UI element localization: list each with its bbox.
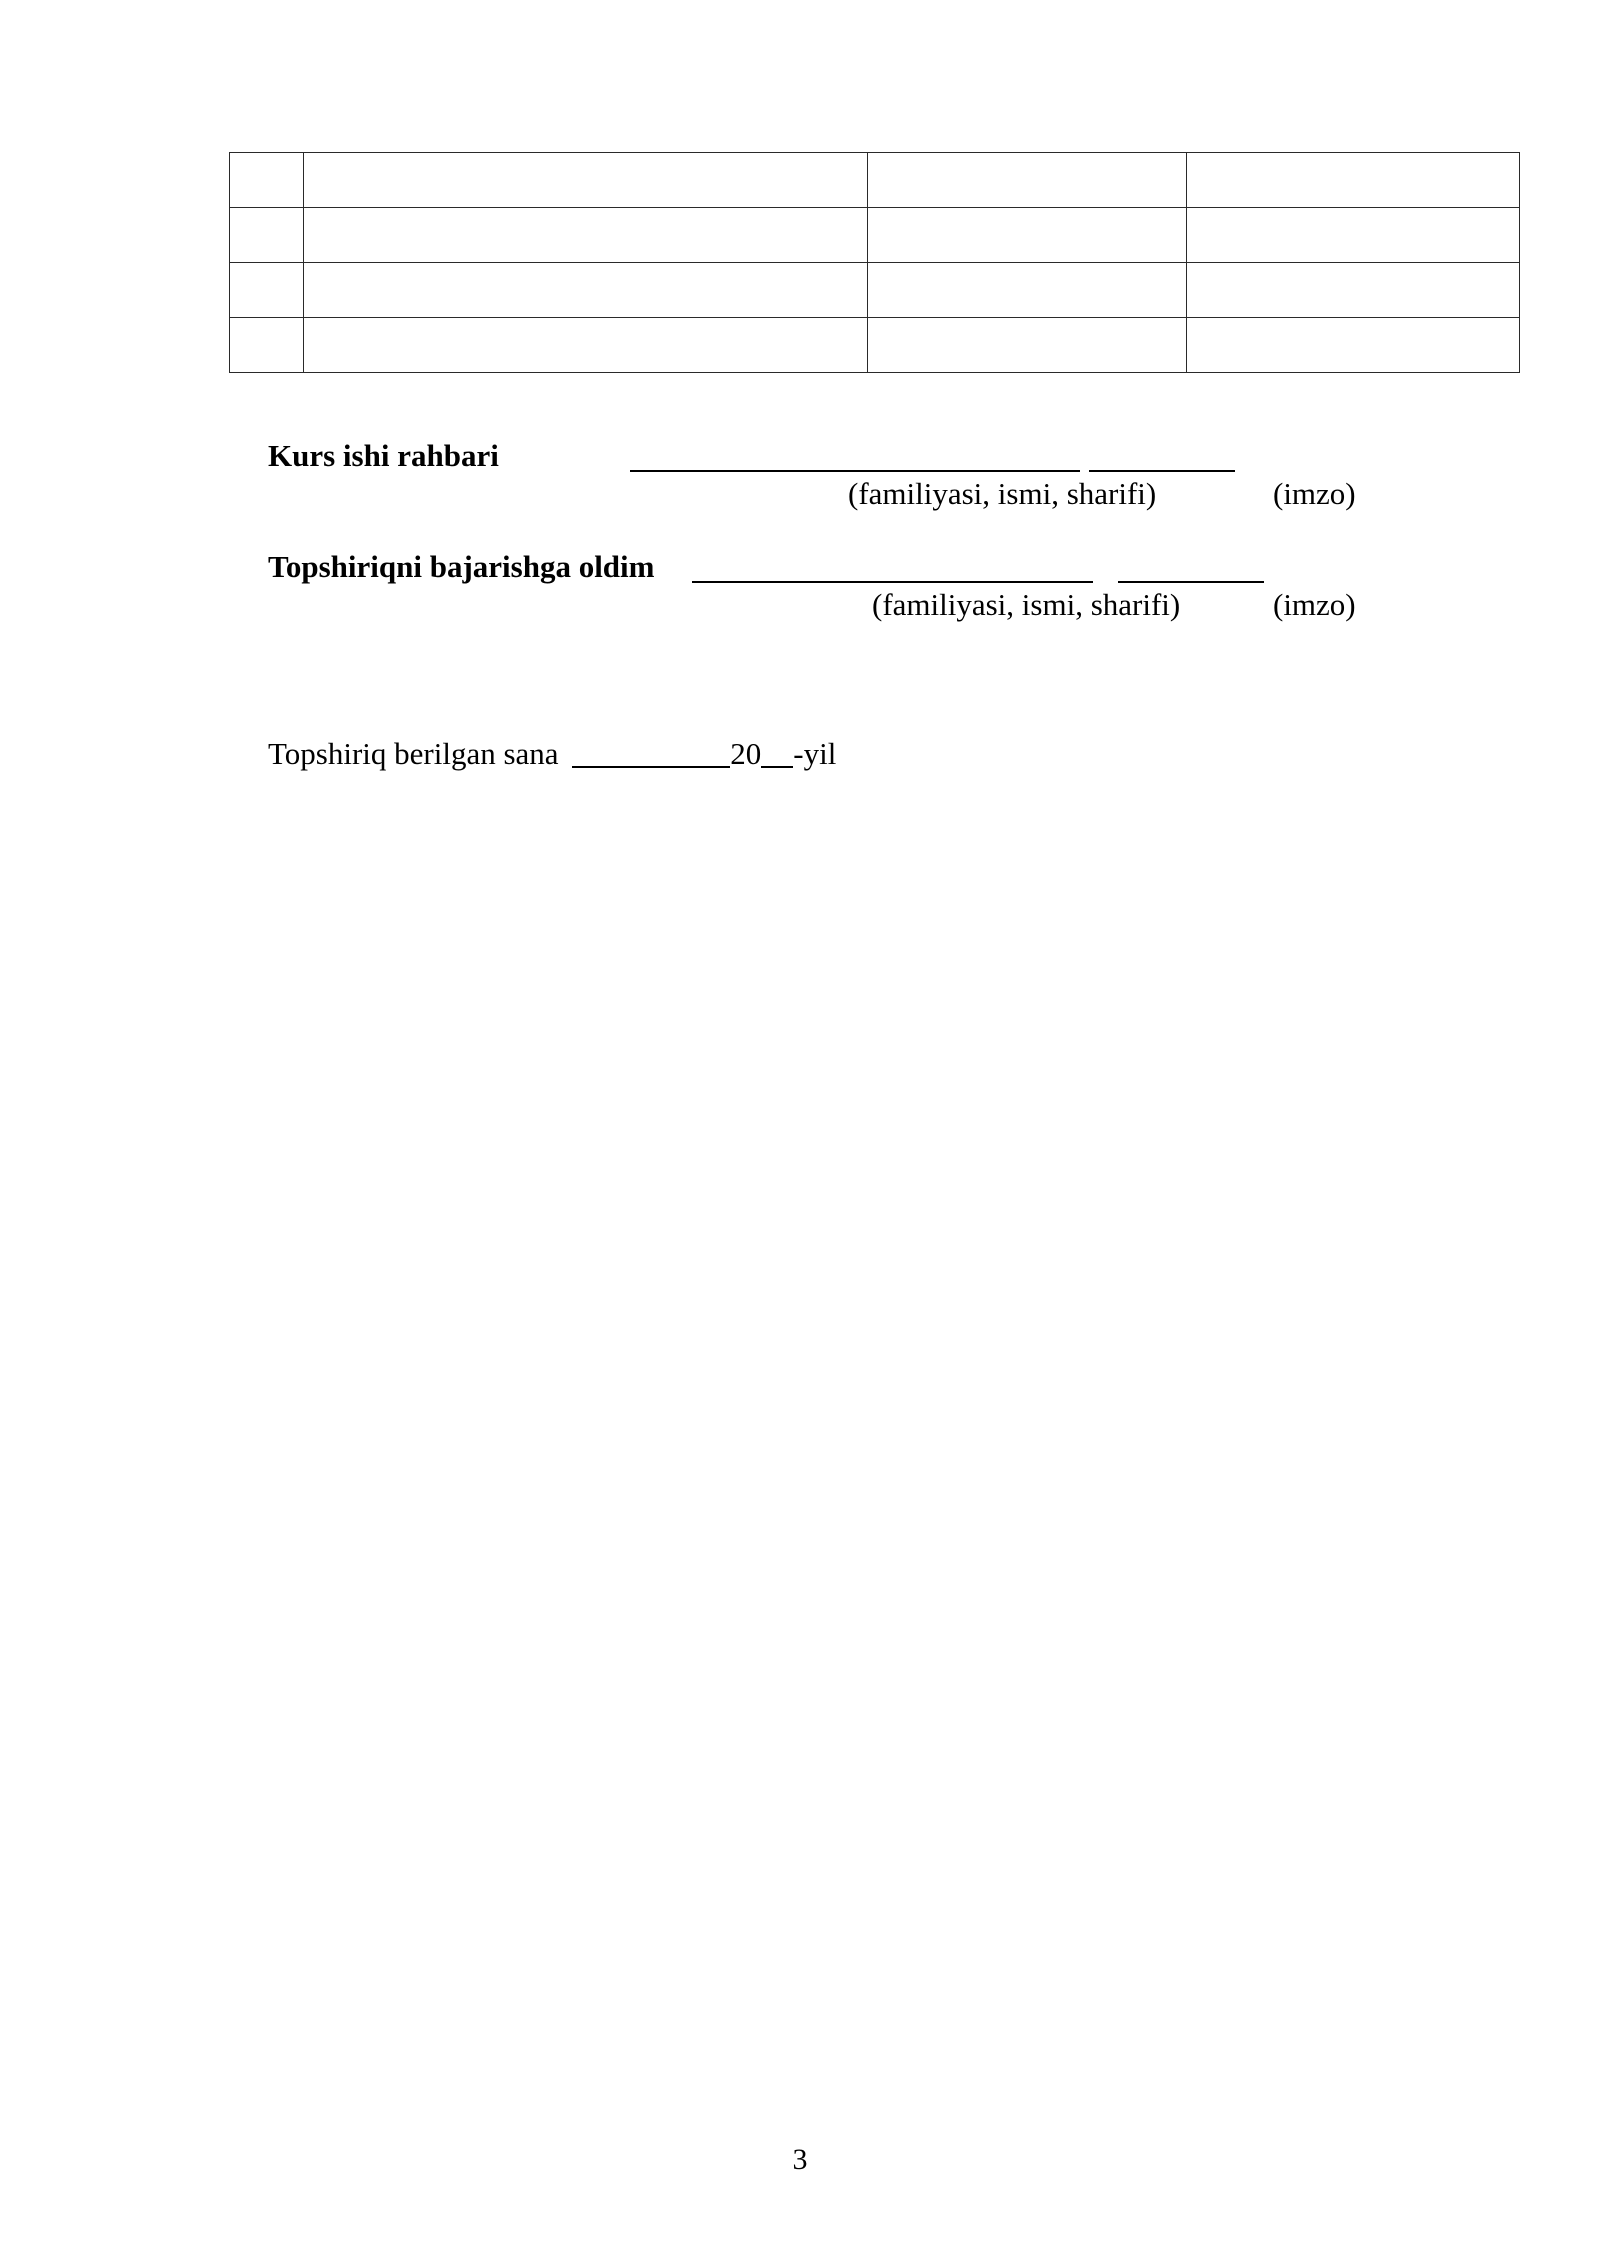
student-label: Topshiriqni bajarishga oldim [268, 549, 655, 584]
table-cell [868, 153, 1187, 208]
supervisor-signature-caption: (imzo) [1273, 476, 1356, 511]
table-row [230, 263, 1520, 318]
year-blank-line [761, 765, 793, 768]
page-number: 3 [792, 2143, 808, 2176]
table-cell [868, 263, 1187, 318]
table-cell [1187, 318, 1520, 373]
table-cell [1187, 208, 1520, 263]
supervisor-label: Kurs ishi rahbari [268, 438, 499, 473]
table-row [230, 153, 1520, 208]
data-table [229, 152, 1520, 373]
date-year-prefix: 20 [730, 736, 762, 771]
date-year-suffix: -yil [793, 736, 837, 771]
supervisor-name-caption: (familiyasi, ismi, sharifi) [848, 476, 1157, 511]
table-cell [868, 318, 1187, 373]
table-row [230, 318, 1520, 373]
student-name-line [692, 581, 1093, 583]
table-cell [230, 208, 304, 263]
table-cell [868, 208, 1187, 263]
table-cell [304, 263, 868, 318]
table-cell [1187, 153, 1520, 208]
table-cell [230, 263, 304, 318]
supervisor-signature-line [1089, 470, 1235, 472]
table-cell [304, 153, 868, 208]
student-signature-caption: (imzo) [1273, 587, 1356, 622]
student-name-caption: (familiyasi, ismi, sharifi) [872, 587, 1181, 622]
table-row [230, 208, 1520, 263]
table-cell [304, 318, 868, 373]
date-blank-line [572, 765, 730, 768]
date-label: Topshiriq berilgan sana [268, 736, 559, 771]
table-cell [1187, 263, 1520, 318]
student-signature-line [1118, 581, 1264, 583]
date-row [268, 738, 836, 769]
supervisor-name-line [630, 470, 1080, 472]
table-cell [230, 153, 304, 208]
table-cell [304, 208, 868, 263]
table-cell [230, 318, 304, 373]
